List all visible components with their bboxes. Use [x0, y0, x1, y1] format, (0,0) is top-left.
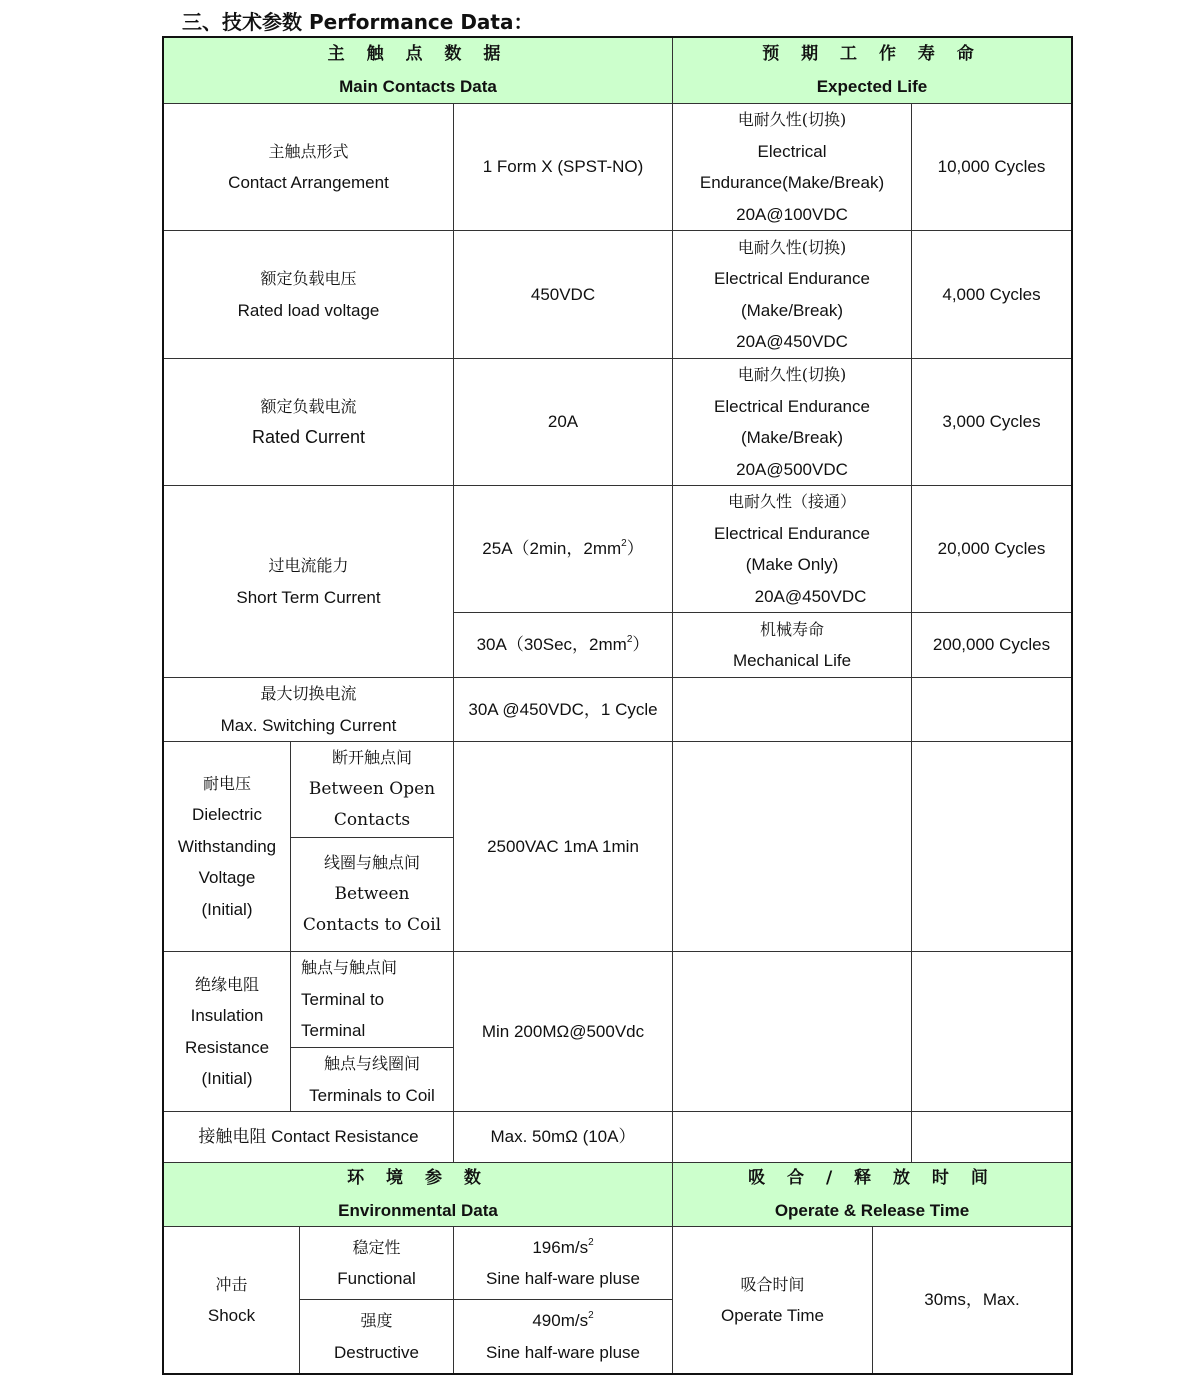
empty-cell [912, 678, 1071, 742]
empty-cell [673, 678, 912, 742]
life-item-3-en-2: (Make/Break) [740, 428, 844, 447]
short-term-current-en: Short Term Current [236, 587, 381, 607]
contact-arrangement-label [164, 104, 454, 231]
operate-time-cn: 吸合时间 [740, 1274, 805, 1294]
life-item-3-value [912, 359, 1071, 486]
shock-destructive-cn: 强度 [360, 1311, 393, 1330]
insulation-value-text: Min 200MΩ@500Vdc [481, 1021, 645, 1041]
dielectric-contacts-coil-en-2: Contacts to Coil [302, 915, 442, 936]
dielectric-value [454, 742, 673, 952]
empty-cell [912, 742, 1071, 952]
rated-voltage-label [164, 231, 454, 359]
dielectric-contacts-coil [291, 838, 454, 952]
insulation-terminals-coil-en: Terminals to Coil [309, 1085, 435, 1105]
insulation-en-3: (Initial) [201, 1069, 253, 1088]
section-heading-cn: 三、技术参数 [182, 10, 302, 34]
insulation-terminals-coil [291, 1048, 454, 1112]
max-switching-value [454, 678, 673, 742]
life-item-1-rating: 20A@100VDC [736, 204, 848, 224]
shock-destructive-accel: $490m/s^2$ [532, 1310, 594, 1330]
expected-life-header-en: Expected Life [816, 76, 928, 96]
life-item-4-value-text: 20,000 Cycles [937, 539, 1046, 559]
rated-current-value-text: 20A [547, 412, 579, 432]
life-item-4-en: Electrical Endurance [714, 523, 870, 543]
life-item-5-value [912, 613, 1071, 678]
contact-resistance-value [454, 1112, 673, 1163]
life-item-4-value [912, 486, 1071, 613]
empty-cell [673, 1112, 912, 1163]
dielectric-contacts-coil-en-1: Between [334, 883, 410, 904]
main-contacts-header-en: Main Contacts Data [339, 76, 497, 96]
shock-en: Shock [207, 1306, 256, 1325]
environmental-header-cn: 环 境 参 数 [347, 1168, 489, 1188]
life-item-3-en: Electrical Endurance [714, 396, 870, 416]
rated-current-en: Rated Current [251, 427, 366, 447]
dielectric-en-4: (Initial) [201, 899, 253, 919]
shock-functional-label [300, 1227, 454, 1300]
shock-cn: 冲击 [215, 1274, 248, 1294]
short-term-current-cn: 过电流能力 [268, 556, 349, 575]
section-heading-en: Performance Data： [308, 10, 534, 34]
short-term-current-value-1-text: 25A（2min，$2mm^2$） [482, 538, 644, 559]
expected-life-header-cn: 预 期 工 作 寿 命 [762, 44, 982, 64]
life-item-5-en: Mechanical Life [732, 651, 852, 670]
environmental-header-en: Environmental Data [338, 1200, 498, 1220]
life-item-1-en-2: Endurance(Make/Break) [699, 173, 885, 192]
life-item-2-cn: 电耐久性(切换) [737, 237, 847, 257]
insulation-terminal-terminal-cn: 触点与触点间 [301, 958, 398, 978]
short-term-current-label [164, 486, 454, 678]
section-heading [182, 6, 533, 35]
life-item-4-en-2: (Make Only) [745, 555, 839, 574]
contact-arrangement-value-text: 1 Form X (SPST-NO) [482, 157, 644, 177]
expected-life-header [673, 38, 1071, 104]
life-item-3-value-text: 3,000 Cycles [942, 412, 1041, 432]
dielectric-label [164, 742, 291, 952]
max-switching-en: Max. Switching Current [220, 715, 397, 735]
dielectric-open-contacts [291, 742, 454, 838]
life-item-5-cn: 机械寿命 [759, 619, 824, 639]
insulation-value [454, 952, 673, 1112]
shock-functional-value [454, 1227, 673, 1300]
empty-cell [673, 742, 912, 952]
max-switching-cn: 最大切换电流 [260, 684, 357, 703]
insulation-terminal-terminal [291, 952, 454, 1048]
life-item-1-cn: 电耐久性(切换) [737, 110, 847, 129]
dielectric-en-1: Dielectric [192, 805, 262, 825]
rated-current-label [164, 359, 454, 486]
insulation-terminal-terminal-en-2: Terminal [301, 1021, 366, 1041]
contact-resistance-value-text: Max. 50mΩ (10A） [490, 1127, 636, 1147]
short-term-current-value-2-text: 30A（30Sec，$2mm^2$） [476, 634, 650, 655]
life-item-2-en: Electrical Endurance [714, 269, 870, 288]
rated-current-cn: 额定负载电流 [260, 396, 357, 416]
max-switching-label [164, 678, 454, 742]
short-term-current-value-1 [454, 486, 673, 613]
rated-voltage-cn: 额定负载电压 [260, 269, 357, 288]
dielectric-cn: 耐电压 [202, 773, 251, 793]
environmental-header [164, 1163, 673, 1227]
shock-functional-accel: $196m/s^2$ [532, 1236, 594, 1257]
shock-functional-wave: Sine half-ware pluse [485, 1269, 641, 1288]
dielectric-contacts-coil-cn: 线圈与触点间 [323, 853, 420, 873]
shock-destructive-wave: Sine half-ware pluse [485, 1342, 641, 1362]
insulation-en-2: Resistance [184, 1037, 270, 1057]
contact-arrangement-value [454, 104, 673, 231]
contact-resistance-label-text: 接触电阻 Contact Resistance [198, 1127, 419, 1147]
life-item-5-label [673, 613, 912, 678]
life-item-2-en-2: (Make/Break) [740, 300, 844, 320]
dielectric-en-2: Withstanding [177, 836, 277, 856]
shock-label [164, 1227, 300, 1373]
contact-arrangement-en: Contact Arrangement [228, 173, 389, 192]
rated-voltage-value-text: 450VDC [530, 284, 596, 304]
life-item-1-en: Electrical [757, 141, 827, 161]
operate-time-value [873, 1227, 1071, 1373]
empty-cell [673, 952, 912, 1112]
main-contacts-header-cn: 主 触 点 数 据 [327, 44, 509, 64]
max-switching-value-text: 30A @450VDC，1 Cycle [468, 699, 658, 719]
life-item-4-rating: 20A@450VDC [754, 586, 867, 606]
insulation-en-1: Insulation [190, 1006, 264, 1025]
life-item-3-rating: 20A@500VDC [736, 459, 848, 479]
shock-destructive-value [454, 1300, 673, 1373]
insulation-label [164, 952, 291, 1112]
insulation-cn: 绝缘电阻 [194, 974, 259, 994]
contact-arrangement-cn: 主触点形式 [268, 141, 349, 161]
shock-functional-en: Functional [337, 1269, 416, 1288]
insulation-terminals-coil-cn: 触点与线圈间 [323, 1054, 420, 1073]
life-item-4-label [673, 486, 912, 613]
operate-release-header [673, 1163, 1071, 1227]
contact-resistance-label [164, 1112, 454, 1163]
insulation-terminal-terminal-en-1: Terminal to [301, 989, 385, 1009]
shock-destructive-en: Destructive [333, 1342, 420, 1362]
shock-destructive-label [300, 1300, 454, 1373]
dielectric-value-text: 2500VAC 1mA 1min [487, 836, 639, 856]
shock-functional-cn: 稳定性 [352, 1237, 401, 1257]
life-item-1-label [673, 104, 912, 231]
dielectric-open-contacts-cn: 断开触点间 [331, 748, 412, 768]
life-item-3-cn: 电耐久性(切换) [737, 365, 847, 384]
dielectric-en-3: Voltage [198, 868, 256, 888]
short-term-current-value-2 [454, 613, 673, 678]
operate-time-label [673, 1227, 873, 1373]
operate-release-header-cn: 吸 合 / 释 放 时 间 [748, 1168, 996, 1188]
life-item-2-rating: 20A@450VDC [736, 332, 848, 351]
empty-cell [912, 1112, 1071, 1163]
life-item-4-cn: 电耐久性（接通） [727, 492, 856, 511]
life-item-2-label [673, 231, 912, 359]
life-item-3-label [673, 359, 912, 486]
life-item-5-value-text: 200,000 Cycles [932, 635, 1051, 655]
operate-release-header-en: Operate & Release Time [774, 1200, 970, 1220]
operate-time-value-text: 30ms，Max. [924, 1290, 1020, 1310]
life-item-2-value-text: 4,000 Cycles [942, 284, 1041, 304]
life-item-2-value [912, 231, 1071, 359]
rated-current-value [454, 359, 673, 486]
operate-time-en: Operate Time [721, 1306, 824, 1325]
dielectric-open-contacts-en-2: Contacts [333, 810, 411, 831]
rated-voltage-en: Rated load voltage [237, 300, 380, 320]
performance-table [162, 36, 1073, 1375]
empty-cell [912, 952, 1071, 1112]
dielectric-open-contacts-en-1: Between Open [308, 778, 436, 799]
rated-voltage-value [454, 231, 673, 359]
life-item-1-value-text: 10,000 Cycles [937, 157, 1046, 177]
main-contacts-header [164, 38, 673, 104]
life-item-1-value [912, 104, 1071, 231]
